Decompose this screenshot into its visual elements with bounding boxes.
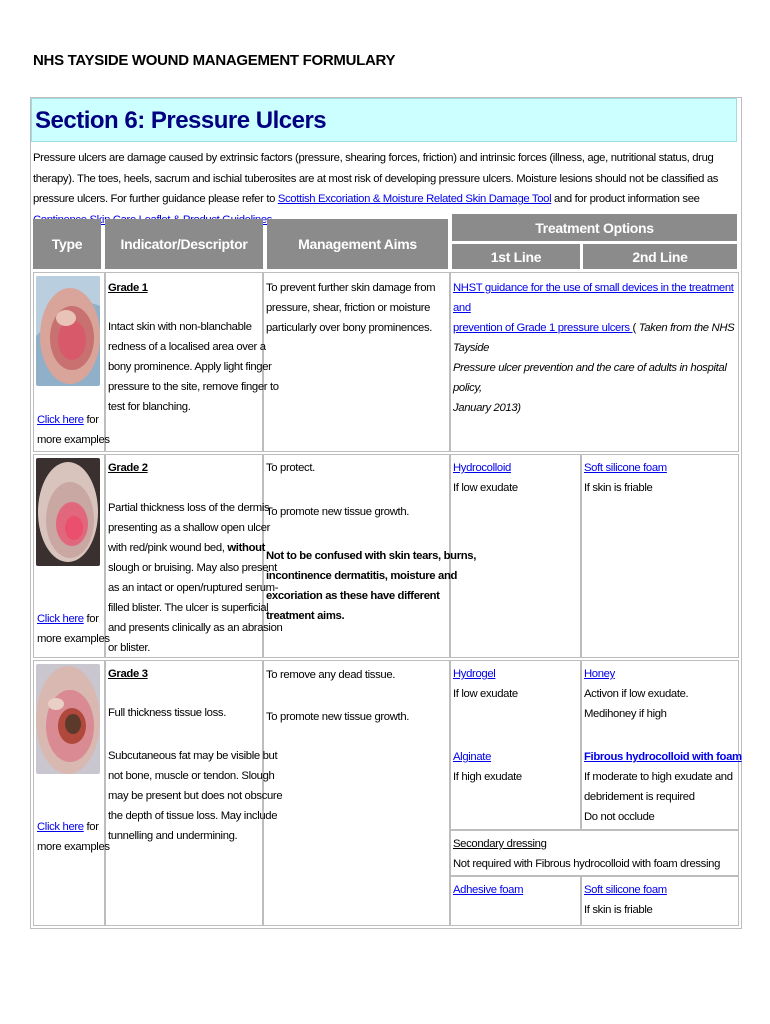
desc-line: pressure to the site, remove finger to [108, 381, 279, 393]
honey-note: Activon if low exudate. [584, 688, 689, 700]
aim-line: particularly over bony prominences. [266, 322, 433, 334]
desc-line: tunnelling and undermining. [108, 830, 238, 842]
grade3-click-here-link[interactable]: Click here [37, 821, 84, 833]
desc-line: test for blanching. [108, 401, 191, 413]
grade3-aim-remove: To remove any dead tissue. [266, 669, 396, 681]
aim-line: pressure, shear, friction or moisture [266, 302, 431, 314]
header-management-aims: Management Aims [267, 219, 448, 269]
grade3-fibrous [584, 747, 742, 827]
adhesive-foam-link[interactable]: Adhesive foam [453, 884, 524, 896]
for-text: for [83, 613, 99, 625]
warning-line: treatment aims. [266, 610, 345, 622]
soft-silicone-foam-link-2[interactable]: Soft silicone foam [584, 884, 667, 896]
grade2-description [108, 498, 282, 658]
moisture-tool-link[interactable]: Scottish Excoriation & Moisture Related Skin Damage Tool [277, 193, 552, 205]
desc-line: bony prominence. Apply light finger [108, 361, 272, 373]
soft-silicone-foam-link[interactable]: Soft silicone foam [584, 462, 667, 474]
grade1-ulcer-photo[interactable] [36, 276, 100, 386]
header-type: Type [33, 219, 101, 269]
desc-line: slough or bruising. May also present [108, 562, 277, 574]
grade3-examples [37, 817, 110, 857]
document-title: NHS TAYSIDE WOUND MANAGEMENT FORMULARY [33, 52, 396, 69]
header-indicator: Indicator/Descriptor [105, 219, 263, 269]
grade3-honey [584, 664, 688, 724]
grade2-aim-protect: To protect. [266, 462, 315, 474]
desc-line: filled blister. The ulcer is superficial [108, 602, 269, 614]
grade1-click-here-link[interactable]: Click here [37, 414, 84, 426]
grade3-hydrogel [453, 664, 518, 704]
desc-bold: without [227, 542, 266, 554]
desc-line: Partial thickness loss of the dermis [108, 502, 270, 514]
desc-line: Intact skin with non-blanchable [108, 321, 252, 333]
grade3-aims-cell [263, 660, 450, 926]
grade1-title: Grade 1 [108, 282, 148, 294]
secondary-dressing-note: Not required with Fibrous hydrocolloid with foam dressing [453, 858, 720, 870]
nhst-guidance-link[interactable]: NHST guidance for the use of small devices in the treatment and [453, 282, 734, 314]
grade3-title: Grade 3 [108, 668, 148, 680]
desc-line: presenting as a shallow open ulcer [108, 522, 271, 534]
nhst-guidance-link-cont[interactable]: prevention of Grade 1 pressure ulcers [453, 322, 633, 334]
honey-note: Medihoney if high [584, 708, 667, 720]
desc-line: with red/pink wound bed, [108, 542, 228, 554]
fibrous-note: debridement is required [584, 791, 695, 803]
grade3-adhesive [453, 880, 523, 900]
grade2-ulcer-photo[interactable] [36, 458, 100, 566]
second-line-note: If skin is friable [584, 482, 653, 494]
for-text: for [83, 414, 99, 426]
policy-note: Taken from the NHS Tayside [453, 322, 735, 354]
fibrous-note: Do not occlude [584, 811, 655, 823]
grade1-description [108, 317, 279, 417]
warning-line: excoriation as these have different [266, 590, 440, 602]
grade3-secondary [453, 834, 720, 874]
grade3-description [108, 746, 282, 846]
honey-link[interactable]: Honey [584, 668, 615, 680]
fibrous-note: If moderate to high exudate and [584, 771, 733, 783]
hydrogel-note: If low exudate [453, 688, 518, 700]
secondary-dressing-label: Secondary dressing [453, 838, 547, 850]
desc-line: as an intact or open/ruptured serum- [108, 582, 279, 594]
desc-line: the depth of tissue loss. May include [108, 810, 278, 822]
header-first-line: 1st Line [452, 244, 580, 269]
section-header [31, 98, 737, 142]
grade2-warning [266, 546, 476, 626]
desc-line: not bone, muscle or tendon. Slough [108, 770, 275, 782]
more-examples-text: more examples [37, 434, 110, 446]
grade2-title: Grade 2 [108, 462, 148, 474]
for-text: for [83, 821, 99, 833]
hydrogel-link[interactable]: Hydrogel [453, 668, 496, 680]
alginate-note: If high exudate [453, 771, 522, 783]
grade3-desc-loss: Full thickness tissue loss. [108, 707, 226, 719]
desc-line: may be present but does not obscure [108, 790, 283, 802]
hydrocolloid-link[interactable]: Hydrocolloid [453, 462, 511, 474]
grade1-first-line [453, 278, 737, 418]
grade3-ulcer-photo[interactable] [36, 664, 100, 774]
grade2-aim-growth: To promote new tissue growth. [266, 506, 410, 518]
first-line-note: If low exudate [453, 482, 518, 494]
grade1-examples [37, 410, 110, 450]
intro-text-2: and for product information see [551, 193, 700, 205]
header-treatment-options: Treatment Options [452, 214, 737, 241]
more-examples-text: more examples [37, 633, 110, 645]
policy-note-line: January 2013) [453, 402, 521, 414]
fibrous-hydrocolloid-link[interactable]: Fibrous hydrocolloid with foam [584, 751, 742, 763]
desc-line: or blister. [108, 642, 150, 654]
policy-note-line: Pressure ulcer prevention and the care of adults in hospital policy, [453, 362, 727, 394]
header-second-line: 2nd Line [583, 244, 737, 269]
silicone-note: If skin is friable [584, 904, 653, 916]
grade2-second-line [584, 458, 667, 498]
desc-line: Subcutaneous fat may be visible but [108, 750, 278, 762]
warning-line: Not to be confused with skin tears, burns, [266, 550, 477, 562]
more-examples-text: more examples [37, 841, 110, 853]
warning-line: incontinence dermatitis, moisture and [266, 570, 458, 582]
desc-line: redness of a localised area over a [108, 341, 266, 353]
grade2-examples [37, 609, 110, 649]
section-title: Section 6: Pressure Ulcers [35, 107, 327, 134]
grade2-click-here-link[interactable]: Click here [37, 613, 84, 625]
grade2-first-line [453, 458, 518, 498]
grade3-aim-growth: To promote new tissue growth. [266, 711, 410, 723]
alginate-link[interactable]: Alginate [453, 751, 492, 763]
aim-line: To prevent further skin damage from [266, 282, 436, 294]
note-paren: ( [632, 322, 636, 334]
grade3-silicone [584, 880, 667, 920]
intro-text-1: Pressure ulcers are damage caused by extrinsic factors (pressure, shearing forces, friction) and intrinsic forces (illness, age, nutritional status, drug therapy). The toes, heels, sacrum and ischial tuberosites are at most risk of developing pressure ulcers. Moisture lesions should not be classified as pressure ulcers. For further guidance please refer to [33, 152, 719, 205]
grade1-aims [266, 278, 435, 338]
desc-line: and presents clinically as an abrasion [108, 622, 283, 634]
grade3-alginate [453, 747, 522, 787]
